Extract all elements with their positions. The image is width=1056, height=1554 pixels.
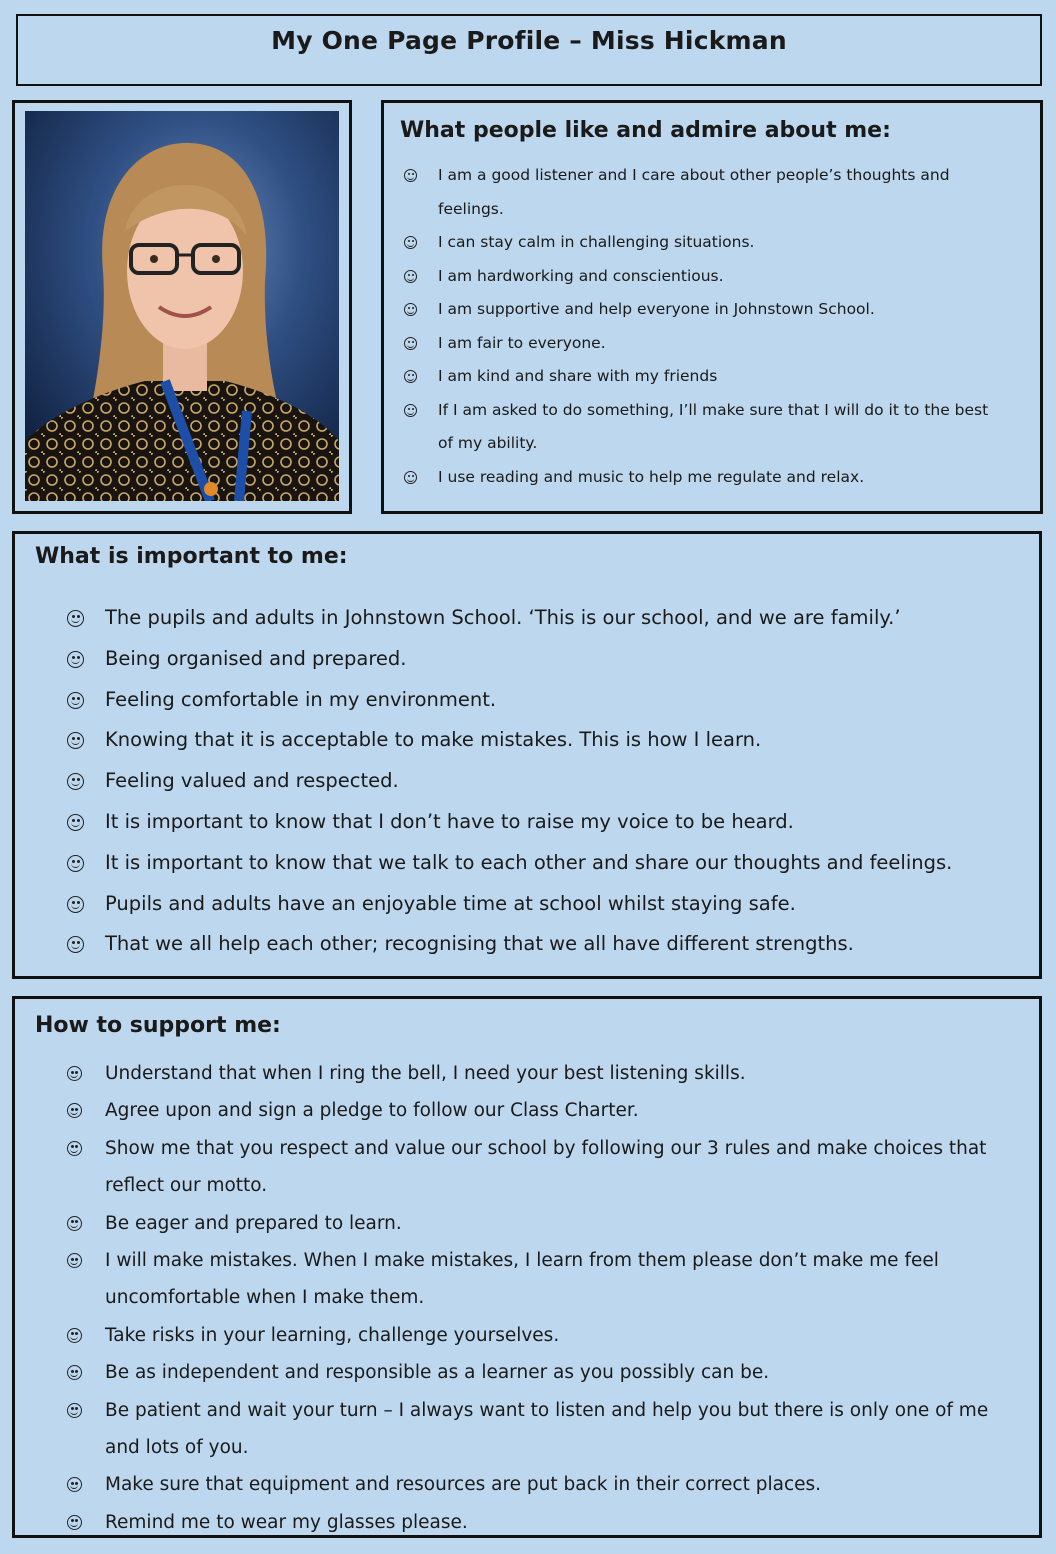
list-item bbox=[404, 360, 1004, 394]
list-item bbox=[67, 1242, 1027, 1317]
list-item bbox=[404, 226, 1004, 260]
list-item bbox=[67, 1205, 1027, 1242]
support-section bbox=[12, 996, 1042, 1538]
admire-list bbox=[404, 159, 1004, 494]
important-item-text: Feeling comfortable in my environment. bbox=[105, 687, 497, 711]
smiley-face-icon bbox=[67, 1141, 82, 1156]
smiley-face-icon bbox=[67, 1365, 82, 1380]
smiley-face-icon bbox=[404, 337, 417, 350]
admire-heading: What people like and admire about me: bbox=[400, 118, 891, 143]
list-item bbox=[67, 1317, 1027, 1354]
smiley-face-icon bbox=[404, 169, 417, 182]
admire-item-text: I am a good listener and I care about other people’s thoughts and feelings. bbox=[438, 166, 950, 218]
smiley-face-icon bbox=[67, 1216, 82, 1231]
important-item-text: Feeling valued and respected. bbox=[105, 769, 399, 793]
important-item-text: Knowing that it is acceptable to make mistakes. This is how I learn. bbox=[105, 728, 762, 752]
admire-section bbox=[381, 100, 1043, 514]
list-item bbox=[67, 843, 1027, 884]
list-item bbox=[67, 1392, 1027, 1467]
smiley-face-icon bbox=[404, 471, 417, 484]
admire-item-text: If I am asked to do something, I’ll make sure that I will do it to the best of my ability. bbox=[438, 400, 989, 452]
admire-item-text: I am supportive and help everyone in Johnstown School. bbox=[438, 300, 875, 318]
smiley-face-icon bbox=[67, 732, 84, 749]
support-item-text: Be patient and wait your turn – I always want to listen and help you but there is only one of me and lots of you. bbox=[105, 1399, 989, 1459]
list-item bbox=[404, 293, 1004, 327]
smiley-face-icon bbox=[404, 370, 417, 383]
list-item bbox=[404, 461, 1004, 495]
admire-item-text: I use reading and music to help me regulate and relax. bbox=[438, 467, 865, 486]
list-item bbox=[67, 802, 1027, 843]
support-item-text: Agree upon and sign a pledge to follow our Class Charter. bbox=[105, 1100, 639, 1122]
list-item bbox=[67, 720, 1027, 761]
photo-frame bbox=[12, 100, 352, 514]
support-item-text: Make sure that equipment and resources are put back in their correct places. bbox=[105, 1474, 822, 1496]
smiley-face-icon bbox=[67, 1103, 82, 1118]
smiley-face-icon bbox=[67, 1328, 82, 1343]
important-heading: What is important to me: bbox=[35, 544, 348, 569]
list-item bbox=[404, 394, 1004, 461]
list-item bbox=[67, 924, 1027, 965]
important-item-text: Pupils and adults have an enjoyable time at school whilst staying safe. bbox=[105, 891, 796, 915]
smiley-face-icon bbox=[67, 692, 84, 709]
list-item bbox=[67, 1466, 1027, 1503]
smiley-face-icon bbox=[67, 1477, 82, 1492]
list-item bbox=[67, 884, 1027, 925]
list-item bbox=[67, 1504, 1027, 1541]
support-item-text: Understand that when I ring the bell, I need your best listening skills. bbox=[105, 1063, 746, 1084]
important-item-text: It is important to know that I don’t have to raise my voice to be heard. bbox=[105, 809, 794, 833]
smiley-face-icon bbox=[67, 1515, 82, 1530]
support-item-text: Remind me to wear my glasses please. bbox=[105, 1511, 468, 1533]
smiley-face-icon bbox=[404, 270, 417, 283]
support-list bbox=[67, 1055, 1027, 1541]
list-item bbox=[67, 680, 1027, 721]
smiley-face-icon bbox=[67, 896, 84, 913]
admire-item-text: I am kind and share with my friends bbox=[438, 367, 718, 385]
list-item bbox=[67, 639, 1027, 680]
list-item bbox=[67, 761, 1027, 802]
smiley-face-icon bbox=[67, 936, 84, 953]
smiley-face-icon bbox=[67, 1253, 82, 1268]
support-item-text: I will make mistakes. When I make mistakes, I learn from them please don’t make me feel uncomfortable when I make them. bbox=[105, 1250, 939, 1309]
smiley-face-icon bbox=[67, 1066, 82, 1081]
important-item-text: The pupils and adults in Johnstown School. ‘This is our school, and we are family.’ bbox=[105, 606, 901, 629]
support-item-text: Be eager and prepared to learn. bbox=[105, 1212, 402, 1234]
list-item bbox=[404, 260, 1004, 294]
list-item bbox=[67, 1130, 1027, 1205]
important-section bbox=[12, 531, 1042, 979]
smiley-face-icon bbox=[67, 610, 84, 627]
support-item-text: Show me that you respect and value our school by following our 3 rules and make choices that reflect our motto. bbox=[105, 1137, 987, 1197]
smiley-face-icon bbox=[67, 651, 84, 668]
smiley-face-icon bbox=[67, 855, 84, 872]
list-item bbox=[67, 1354, 1027, 1391]
smiley-face-icon bbox=[67, 814, 84, 831]
important-item-text: It is important to know that we talk to each other and share our thoughts and feelings. bbox=[105, 850, 953, 874]
smiley-face-icon bbox=[67, 773, 84, 790]
list-item bbox=[67, 598, 1027, 639]
important-list bbox=[67, 598, 1027, 965]
admire-item-text: I can stay calm in challenging situations. bbox=[438, 233, 755, 251]
list-item bbox=[404, 159, 1004, 226]
portrait-photo bbox=[25, 111, 339, 501]
admire-item-text: I am fair to everyone. bbox=[438, 333, 606, 352]
list-item bbox=[67, 1092, 1027, 1129]
support-item-text: Take risks in your learning, challenge yourselves. bbox=[105, 1324, 560, 1346]
smiley-face-icon bbox=[404, 404, 417, 417]
support-heading: How to support me: bbox=[35, 1013, 281, 1038]
list-item bbox=[404, 327, 1004, 361]
important-item-text: That we all help each other; recognising that we all have different strengths. bbox=[105, 932, 854, 956]
support-item-text: Be as independent and responsible as a learner as you possibly can be. bbox=[105, 1362, 770, 1384]
important-item-text: Being organised and prepared. bbox=[105, 646, 407, 670]
smiley-face-icon bbox=[404, 303, 417, 316]
smiley-face-icon bbox=[67, 1403, 82, 1418]
smiley-face-icon bbox=[404, 236, 417, 249]
title-box bbox=[16, 14, 1042, 86]
admire-item-text: I am hardworking and conscientious. bbox=[438, 266, 724, 285]
page-title: My One Page Profile – Miss Hickman bbox=[271, 26, 787, 55]
list-item bbox=[67, 1055, 1027, 1092]
